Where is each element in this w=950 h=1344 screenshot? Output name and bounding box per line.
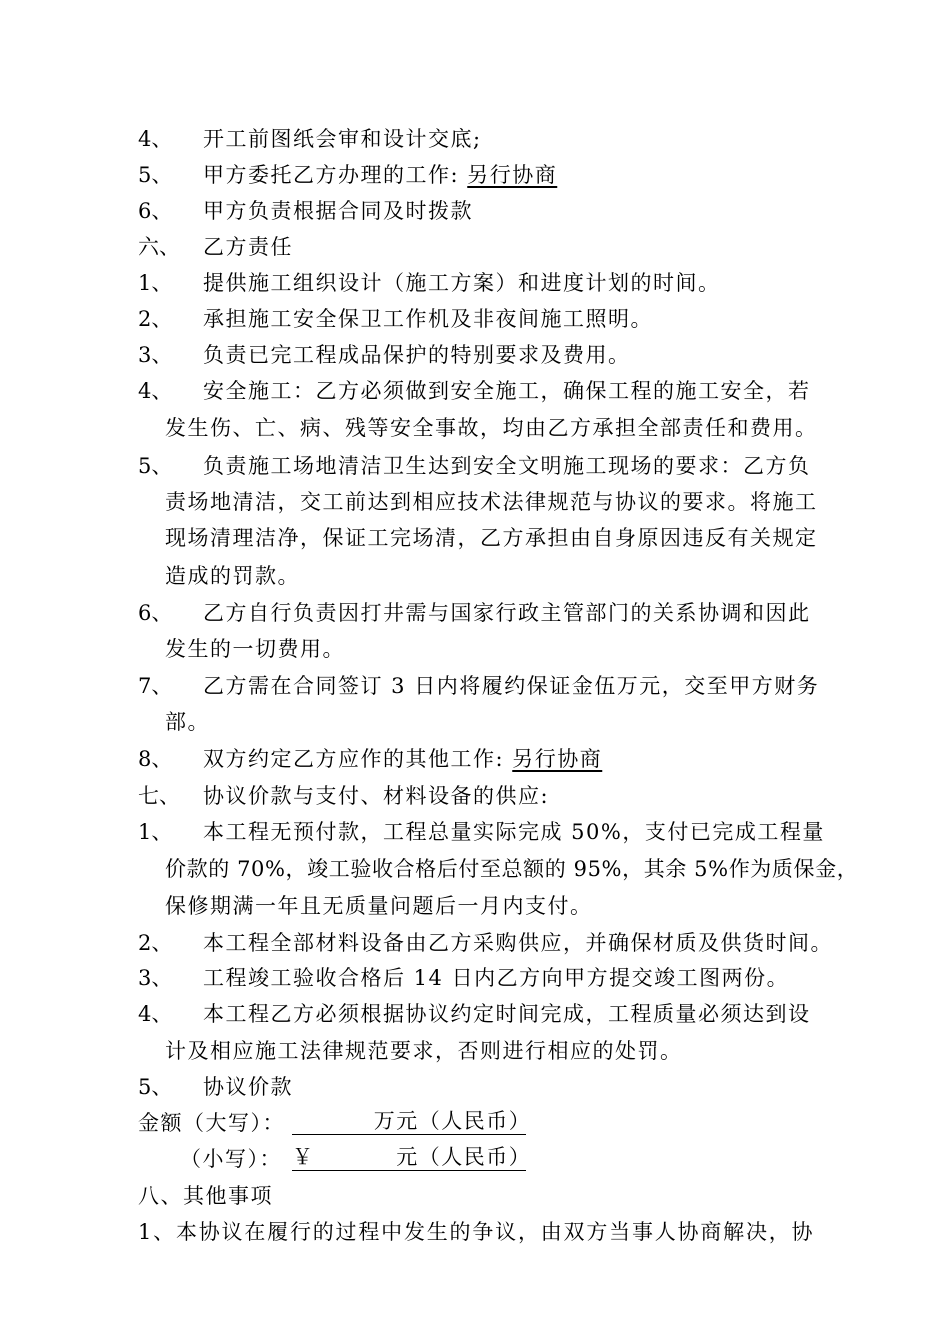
item-number: 4、 [138, 127, 173, 151]
item-number: 3、 [138, 343, 173, 367]
item-text-continued: 造成的罚款。 [165, 564, 300, 588]
item-text-continued: 部。 [165, 710, 210, 734]
item-text: 本工程全部材料设备由乙方采购供应，并确保材质及供货时间。 [203, 931, 833, 955]
item-text: 开工前图纸会审和设计交底; [203, 127, 482, 151]
item-number: 5、 [138, 454, 173, 478]
amount-upper-label: 金额（大写）： [138, 1111, 285, 1135]
item-text: 乙方自行负责因打井需与国家行政主管部门的关系协调和因此 [203, 601, 811, 625]
section-heading: 协议价款与支付、材料设备的供应: [203, 784, 550, 808]
item-text-continued: 保修期满一年且无质量问题后一月内支付。 [165, 894, 593, 918]
amount-lower-field: ￥ 元（人民币） [292, 1145, 532, 1169]
item-number: 2、 [138, 931, 173, 955]
item-text-continued: 责场地清洁，交工前达到相应技术法律规范与协议的要求。将施工 [165, 490, 818, 514]
item-text-continued: 现场清理洁净，保证工完场清，乙方承担由自身原因违反有关规定 [165, 526, 818, 550]
item-text-continued: 计及相应施工法律规范要求，否则进行相应的处罚。 [165, 1039, 683, 1063]
section-heading: 乙方责任 [203, 235, 293, 259]
item-text: 甲方负责根据合同及时拨款 [203, 199, 473, 223]
item-number: 1、 [138, 271, 173, 295]
item-text: 承担施工安全保卫工作机及非夜间施工照明。 [203, 307, 653, 331]
amount-upper-field: 万元（人民币） [292, 1109, 532, 1133]
section-heading: 八、其他事项 [138, 1184, 273, 1208]
item-number: 3、 [138, 966, 173, 990]
item-number: 5、 [138, 163, 173, 187]
item-number: 8、 [138, 747, 173, 771]
item-text-continued: 发生的一切费用。 [165, 637, 345, 661]
item-text: 安全施工：乙方必须做到安全施工，确保工程的施工安全，若 [203, 379, 811, 403]
item-text: 双方约定乙方应作的其他工作: 另行协商 [203, 747, 603, 771]
item-text: 工程竣工验收合格后 14 日内乙方向甲方提交竣工图两份。 [203, 966, 790, 990]
section-number: 六、 [138, 235, 180, 259]
item-text: 提供施工组织设计（施工方案）和进度计划的时间。 [203, 271, 721, 295]
amount-lower-label: （小写）： [180, 1147, 282, 1171]
item-text: 甲方委托乙方办理的工作: 另行协商 [203, 163, 558, 187]
item-text: 协议价款 [203, 1075, 293, 1099]
item-text: 乙方需在合同签订 3 日内将履约保证金伍万元，交至甲方财务 [203, 674, 820, 698]
item-text-continued: 价款的 70%，竣工验收合格后付至总额的 95%，其余 5%作为质保金， [165, 857, 859, 881]
section-number: 七、 [138, 784, 180, 808]
item-number: 2、 [138, 307, 173, 331]
item-number: 4、 [138, 1002, 173, 1026]
item-number: 6、 [138, 199, 173, 223]
item-number: 7、 [138, 674, 173, 698]
underlined-text: 另行协商 [512, 747, 603, 771]
underlined-text: 另行协商 [467, 163, 558, 187]
item-text: 本工程乙方必须根据协议约定时间完成，工程质量必须达到设 [203, 1002, 811, 1026]
item-text-continued: 发生伤、亡、病、残等安全事故，均由乙方承担全部责任和费用。 [165, 416, 818, 440]
item-number: 1、 [138, 820, 173, 844]
item-text: 1、本协议在履行的过程中发生的争议，由双方当事人协商解决，协 [138, 1220, 815, 1244]
item-text: 负责已完工程成品保护的特别要求及费用。 [203, 343, 631, 367]
item-number: 5、 [138, 1075, 173, 1099]
item-number: 6、 [138, 601, 173, 625]
item-text: 负责施工场地清洁卫生达到安全文明施工现场的要求：乙方负 [203, 454, 811, 478]
item-text: 本工程无预付款，工程总量实际完成 50%，支付已完成工程量 [203, 820, 825, 844]
item-number: 4、 [138, 379, 173, 403]
